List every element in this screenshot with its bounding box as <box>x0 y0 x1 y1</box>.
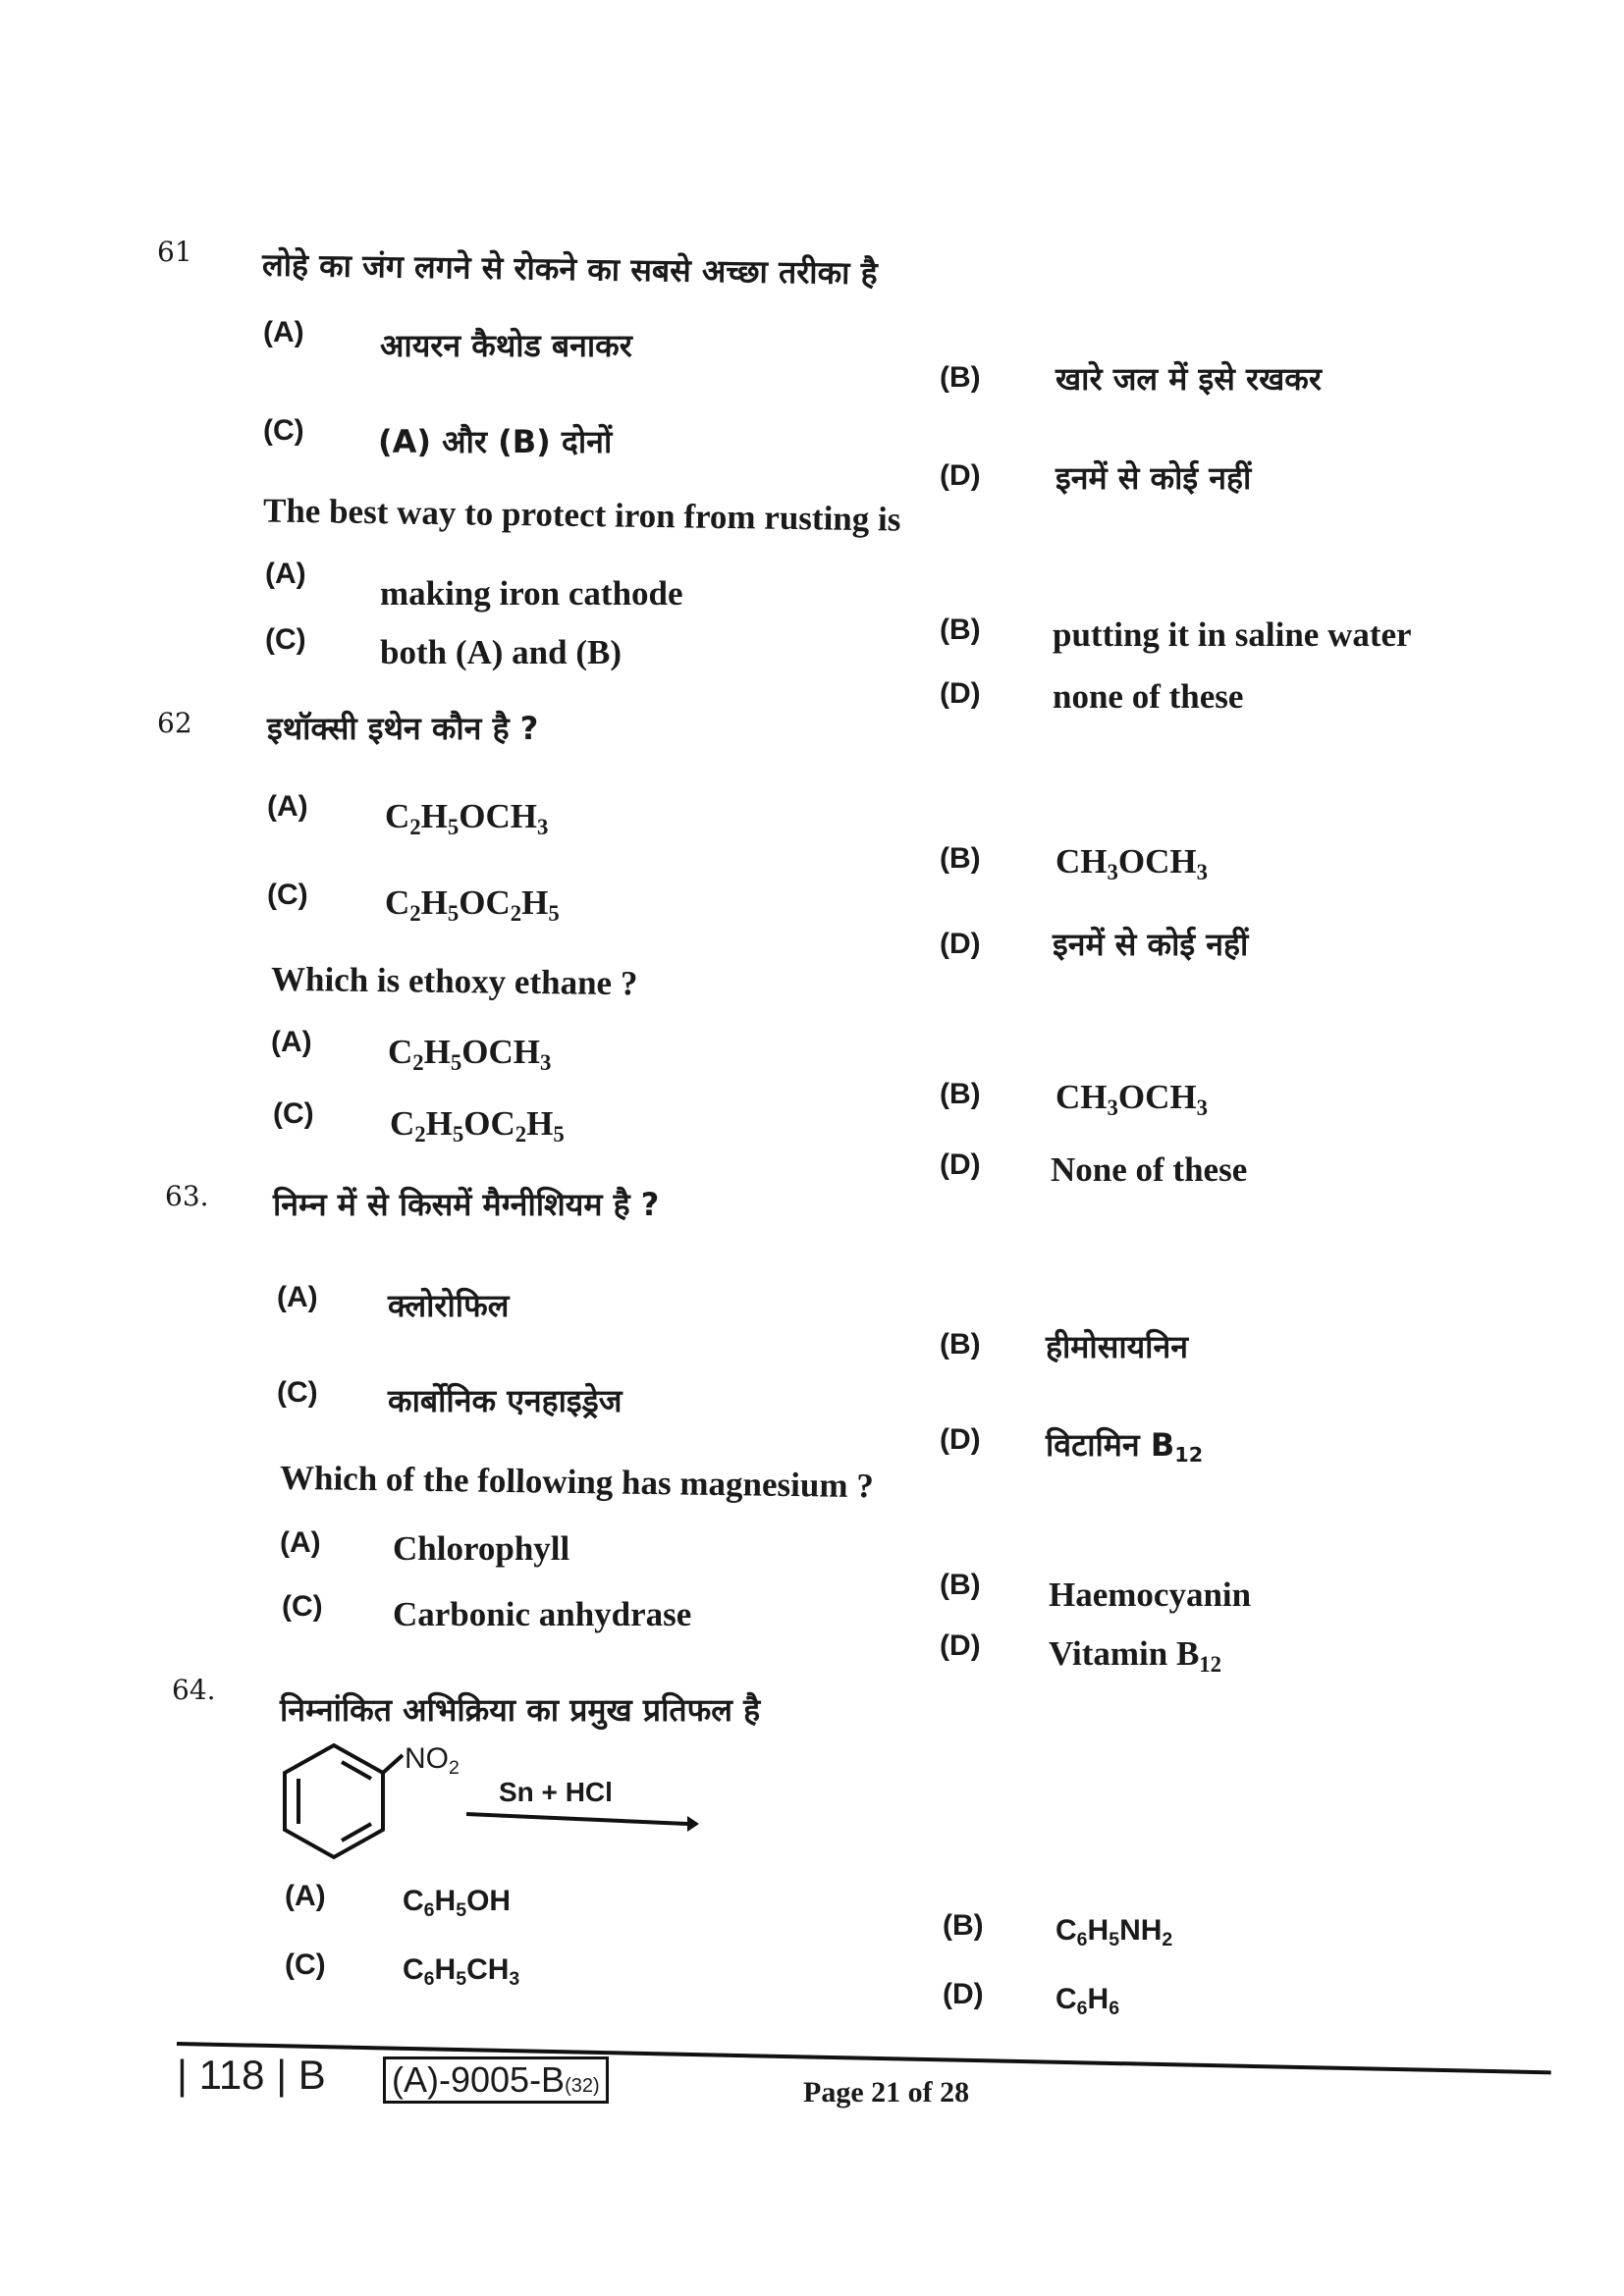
option-text: इनमें से कोई नहीं <box>1056 459 1252 497</box>
option-label: (C) <box>263 414 304 447</box>
arrowhead <box>687 1816 699 1832</box>
option-label: (A) <box>265 558 306 590</box>
option-label: (C) <box>277 1376 318 1409</box>
option-label: (B) <box>943 1909 984 1942</box>
option-label: (A) <box>267 790 308 823</box>
question-text-hindi: लोहे का जंग लगने से रोकने का सबसे अच्छा तरीका है <box>261 245 878 293</box>
option-label: (A) <box>285 1880 326 1912</box>
option-label: (D) <box>940 928 981 960</box>
option-label: (C) <box>265 623 306 656</box>
option-label: (A) <box>280 1526 321 1559</box>
substituent-bond <box>383 1755 403 1773</box>
option-text: $C_6H_6$ <box>1056 1983 1120 2019</box>
option-label: (A) <box>277 1281 318 1313</box>
paper-code-main: (A)-9005-B <box>392 2059 566 2100</box>
option-text: खारे जल में इसे रखकर <box>1056 360 1322 398</box>
nitrobenzene-reaction-diagram <box>275 1737 707 1865</box>
option-text: इनमें से कोई नहीं <box>1053 926 1249 963</box>
question-number: 63. <box>165 1180 209 1212</box>
question-text-hindi: निम्न में से किसमें मैग्नीशियम है ? <box>273 1186 660 1223</box>
option-text: $C_6H_5NH_2$ <box>1056 1914 1173 1950</box>
option-text: कार्बोनिक एनहाइड्रेज <box>388 1382 623 1419</box>
option-label: (C) <box>273 1097 314 1130</box>
option-label: (B) <box>940 1328 981 1361</box>
option-text: Haemocyanin <box>1049 1575 1252 1614</box>
option-text: $C_2H_5OC_2H_5$ <box>385 883 560 926</box>
option-label: (C) <box>267 879 308 911</box>
question-text-hindi: इथॉक्सी इथेन कौन है ? <box>267 710 539 747</box>
option-text: क्लोरोफिल <box>388 1287 510 1324</box>
option-text: $C_2H_5OCH_3$ <box>388 1033 552 1075</box>
option-text: Carbonic anhydrase <box>393 1595 692 1633</box>
footer-code: | 118 | B <box>177 2052 326 2098</box>
option-text: Chlorophyll <box>393 1529 570 1568</box>
option-text: None of these <box>1051 1150 1248 1189</box>
option-text: putting it in saline water <box>1053 615 1412 654</box>
page-number: Page 21 of 28 <box>803 2076 970 2109</box>
option-text: $C_6H_5OH$ <box>403 1885 512 1921</box>
option-label: (D) <box>940 1423 981 1456</box>
question-number: 62 <box>157 707 192 739</box>
option-label: (B) <box>940 842 981 875</box>
option-text: none of these <box>1053 677 1244 716</box>
question-text-english: Which is ethoxy ethane ? <box>270 959 638 1003</box>
question-text-english: The best way to protect iron from rusting is <box>262 491 901 539</box>
question-number: 61 <box>157 236 192 268</box>
option-text: making iron cathode <box>380 574 683 613</box>
question-text-hindi: निम्नांकित अभिक्रिया का प्रमुख प्रतिफल है <box>280 1691 761 1729</box>
option-text: आयरन कैथोड बनाकर <box>380 327 632 364</box>
option-label: (A) <box>271 1026 312 1058</box>
option-text: $CH_3OCH_3$ <box>1056 842 1208 884</box>
option-label: (B) <box>940 361 981 394</box>
option-label: (B) <box>940 614 981 646</box>
option-label: (D) <box>943 1978 984 2010</box>
question-number: 64. <box>172 1674 216 1706</box>
option-label: (C) <box>282 1590 323 1623</box>
option-label: (B) <box>940 1078 981 1110</box>
option-text: both (A) and (B) <box>380 633 623 671</box>
option-label: (A) <box>263 316 304 348</box>
option-text: $C_2H_5OCH_3$ <box>385 797 549 839</box>
option-label: (D) <box>940 677 981 710</box>
option-text: $C_6H_5CH_3$ <box>403 1953 520 1990</box>
option-label: (D) <box>940 1148 981 1181</box>
substituent-label: $NO_2$ <box>405 1742 460 1779</box>
option-label: (D) <box>940 459 981 492</box>
reaction-arrow <box>466 1814 687 1824</box>
reagent-label: Sn + HCl <box>499 1777 613 1807</box>
option-text: हीमोसायनिन <box>1046 1328 1188 1365</box>
question-text-english: Which of the following has magnesium ? <box>279 1458 875 1506</box>
paper-code-suffix: (32) <box>565 2075 600 2097</box>
option-label: (B) <box>940 1569 981 1601</box>
option-text: Vitamin $B_{12}$ <box>1049 1634 1222 1677</box>
option-label: (C) <box>285 1949 326 1981</box>
option-text: विटामिन $B_{12}$ <box>1046 1426 1204 1468</box>
option-label: (D) <box>940 1629 981 1662</box>
option-text: (A) और (B) दोनों <box>378 423 613 460</box>
option-text: $CH_3OCH_3$ <box>1056 1078 1208 1120</box>
paper-code <box>383 2056 609 2104</box>
option-text: $C_2H_5OC_2H_5$ <box>390 1104 565 1147</box>
